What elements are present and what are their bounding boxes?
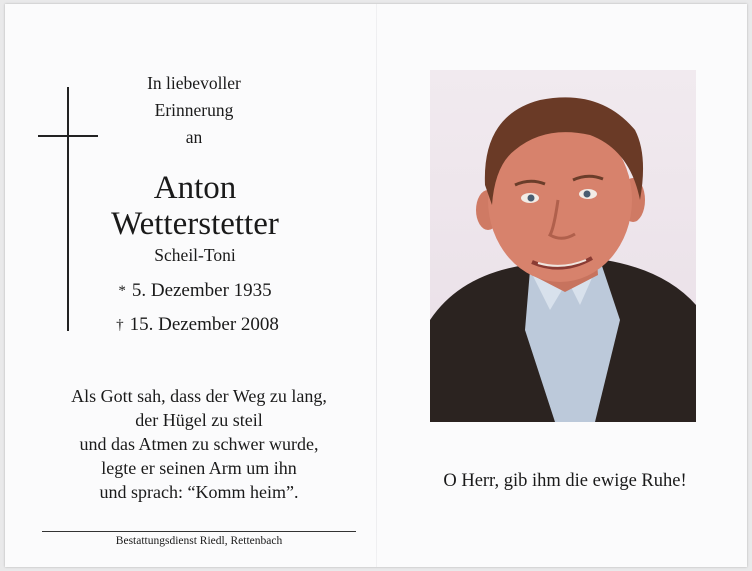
death-date-line	[100, 313, 295, 338]
funeral-service: Bestattungsdienst Riedl, Rettenbach	[115, 535, 283, 547]
portrait-photo	[430, 70, 696, 422]
memorial-heading	[110, 70, 278, 151]
birth-date: 5. Dezember 1935	[131, 280, 272, 301]
birth-star-icon: *	[118, 283, 126, 299]
first-name: Anton	[153, 170, 237, 206]
card-fold	[376, 4, 377, 567]
nickname: Scheil-Toni	[154, 245, 236, 265]
poem-line: legte er seinen Arm um ihn	[101, 458, 297, 478]
birth-date-line	[100, 279, 290, 304]
poem-line: und sprach: “Komm heim”.	[99, 482, 299, 502]
heading-line: an	[185, 127, 203, 147]
death-cross-icon: †	[116, 317, 124, 333]
heading-line: Erinnerung	[154, 100, 234, 120]
death-date: 15. Dezember 2008	[129, 314, 279, 335]
poem-line: der Hügel zu steil	[135, 410, 263, 430]
poem-line: Als Gott sah, dass der Weg zu lang,	[71, 386, 327, 406]
cross-icon-bar	[38, 135, 98, 137]
footer-divider	[42, 531, 356, 532]
portrait-illustration	[430, 70, 696, 422]
heading-line: In liebevoller	[147, 73, 241, 93]
last-name: Wetterstetter	[111, 206, 279, 242]
prayer-text: O Herr, gib ihm die ewige Ruhe!	[443, 471, 687, 491]
poem-line: und das Atmen zu schwer wurde,	[79, 434, 319, 454]
memorial-poem	[30, 384, 368, 504]
cross-icon	[67, 87, 69, 331]
